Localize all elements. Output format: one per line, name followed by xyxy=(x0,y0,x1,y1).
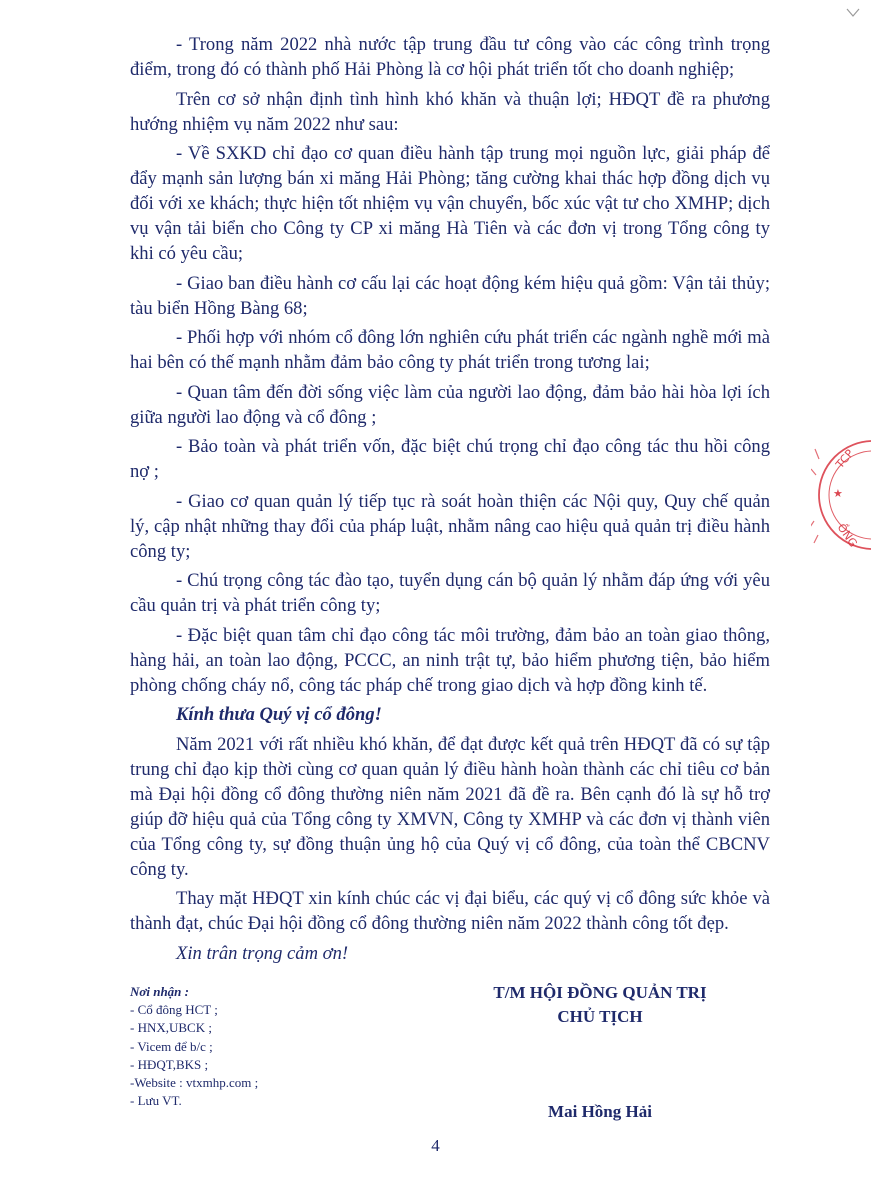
paragraph-business: - Về SXKD chỉ đạo cơ quan điều hành tập trung mọi nguồn lực, giải pháp để đẩy mạnh sản lượng bán xi măng Hải Phòng; tăng cường khai thác hợp đồng dịch vụ đối với xe khách; thực hiện tốt nhiệm vụ vận chuyển, bốc xúc vật tư cho XMHP; dịch vụ vận tải biển cho Công ty CP xi măng Hà Tiên và các đơn vị trong Tổng công ty khi có yêu cầu; xyxy=(130,143,770,264)
svg-text:TCP: TCP xyxy=(833,446,857,471)
signature-block xyxy=(455,981,745,1029)
paragraph-restructure: - Giao ban điều hành cơ cấu lại các hoạt động kém hiệu quả gồm: Vận tải thủy; tàu biển Hồng Bàng 68; xyxy=(130,272,770,319)
recipient-item: - Lưu VT. xyxy=(130,1093,182,1109)
signer-name: Mai Hồng Hải xyxy=(548,1102,652,1121)
paragraph-capital-preservation: - Bảo toàn và phát triển vốn, đặc biệt chú trọng chỉ đạo công tác thu hồi công nợ ; xyxy=(130,436,770,482)
paragraph-employee-welfare: - Quan tâm đến đời sống việc làm của người lao động, đảm bảo hài hòa lợi ích giữa người lao động và cổ đông ; xyxy=(130,381,770,428)
recipients-list xyxy=(130,983,410,1110)
paragraph-public-investment: - Trong năm 2022 nhà nước tập trung đầu tư công vào các công trình trọng điểm, trong đó có thành phố Hải Phòng là cơ hội phát triển tốt cho doanh nghiệp; xyxy=(130,34,770,80)
svg-text:★: ★ xyxy=(833,487,843,500)
recipient-item: - Vicem để b/c ; xyxy=(130,1038,213,1054)
paragraph-direction-intro: Trên cơ sở nhận định tình hình khó khăn và thuận lợi; HĐQT đề ra phương hướng nhiệm vụ năm 2022 như sau: xyxy=(130,88,770,135)
svg-text:ỒNG: ỒNG xyxy=(834,521,860,550)
recipients-title: Nơi nhận : xyxy=(130,984,189,999)
paragraph-wishes: Thay mặt HĐQT xin kính chúc các vị đại biểu, các quý vị cổ đông sức khỏe và thành đạt, chúc Đại hội đồng cổ đông thường niên năm 2022 thành công tốt đẹp. xyxy=(130,888,770,934)
paragraph-shareholder-cooperation: - Phối hợp với nhóm cổ đông lớn nghiên cứu phát triển các ngành nghề mới mà hai bên có thế mạnh nhằm đảm bảo công ty phát triển trong tương lai; xyxy=(130,327,770,373)
corner-scan-mark xyxy=(845,6,861,18)
company-stamp-icon xyxy=(811,435,871,555)
paragraph-safety: - Đặc biệt quan tâm chỉ đạo công tác môi trường, đảm bảo an toàn giao thông, hàng hải, an toàn lao động, PCCC, an ninh trật tự, bảo hiểm phương tiện, bảo hiểm phòng chống cháy nổ, công tác pháp chế trong giao dịch và hợp đồng kinh tế. xyxy=(130,624,770,696)
greeting-heading: Kính thưa Quý vị cổ đông! xyxy=(176,704,382,725)
recipient-item: - Cổ đông HCT ; xyxy=(130,1002,218,1018)
signature-title: T/M HỘI ĐỒNG QUẢN TRỊ xyxy=(493,983,707,1002)
paragraph-regulations: - Giao cơ quan quản lý tiếp tục rà soát hoàn thiện các Nội quy, Quy chế quản lý, cập nhật những thay đổi của pháp luật, nhằm nâng cao hiệu quả quản trị điều hành công ty; xyxy=(130,490,770,562)
page-number: 4 xyxy=(431,1136,440,1155)
paragraph-training: - Chú trọng công tác đào tạo, tuyển dụng cán bộ quản lý nhằm đáp ứng với yêu cầu quản trị và phát triển công ty; xyxy=(130,570,770,616)
recipient-item: - HNX,UBCK ; xyxy=(130,1020,212,1036)
recipient-item: -Website : vtxmhp.com ; xyxy=(130,1075,259,1091)
recipient-item: - HĐQT,BKS ; xyxy=(130,1056,209,1072)
signature-position: CHỦ TỊCH xyxy=(557,1007,643,1026)
letter-body xyxy=(130,32,770,970)
closing-thanks: Xin trân trọng cảm ơn! xyxy=(176,942,349,964)
paragraph-summary-2021: Năm 2021 với rất nhiều khó khăn, để đạt được kết quả trên HĐQT đã có sự tập trung chỉ đạo kịp thời cùng cơ quan quản lý điều hành hoàn thành các chỉ tiêu cơ bản mà Đại hội đồng cổ đông thường niên năm 2021 đã đề ra. Bên cạnh đó là sự hỗ trợ giúp đỡ hiệu quả của Tổng công ty XMVN, Công ty XMHP và các đơn vị thành viên của Tổng công ty, sự đồng thuận ủng hộ của Quý vị cổ đông, của toàn thể CBCNV công ty. xyxy=(130,733,770,880)
